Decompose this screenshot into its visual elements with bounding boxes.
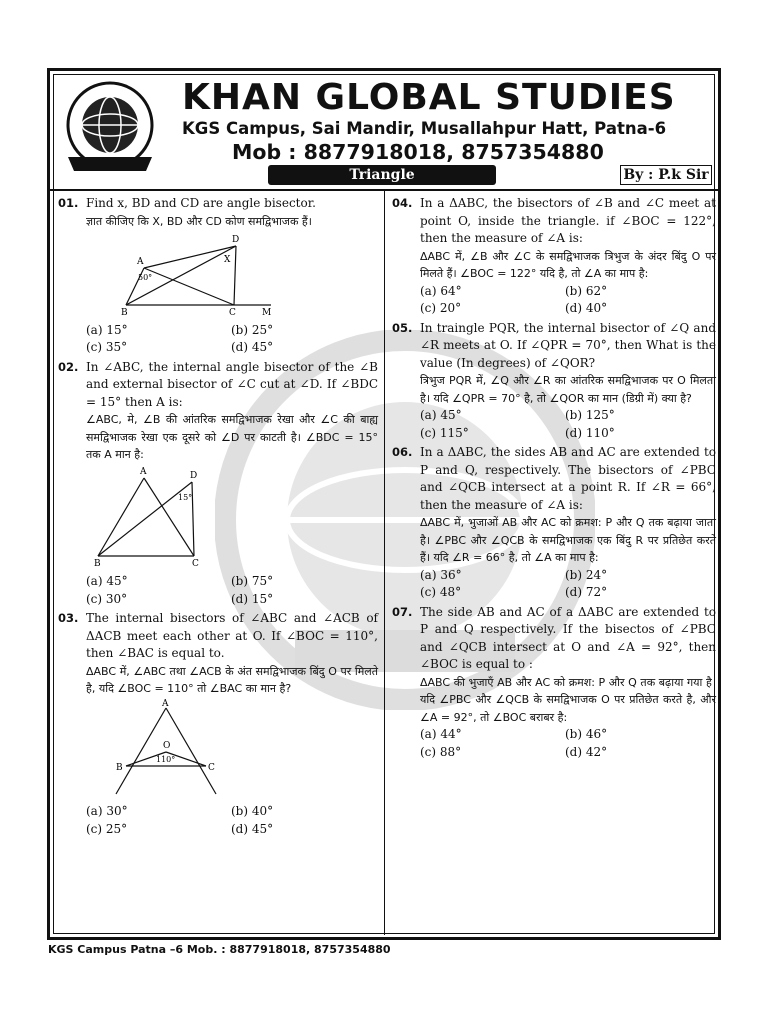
question-number: 06. (392, 445, 413, 459)
page-footer: KGS Campus Patna –6 Mob. : 8877918018, 8757354880 (48, 943, 391, 956)
topic-banner: Triangle (268, 165, 496, 185)
option-d: (d) 45° (231, 821, 274, 836)
options (86, 803, 378, 838)
header (50, 71, 718, 191)
question-text-hi: ΔABC की भुजाएँ AB और AC को क्रमश: P और Q तक बढ़ाया गया है। यदि ∠PBC और ∠QCB के समद्विभाजक O पर प्रतिछेत करते है, और ∠A = 92°, तो ∠BOC बराबर है: (420, 675, 716, 724)
question-text-en: The internal bisectors of ∠ABC and ∠ACB of ΔACB meet each other at O. If ∠BOC = 110°, then ∠BAC is equal to. (86, 611, 378, 660)
option-c: (c) 115° (420, 425, 469, 440)
option-b: (b) 25° (231, 322, 274, 337)
fig3-label-110: 110° (156, 754, 176, 764)
question-text-en: The side AB and AC of a ΔABC are extended to P and Q respectively. If the bisectos of ∠PBC and ∠QCB intersect at O and ∠A = 92°, then ∠BOC is equal to : (420, 604, 716, 671)
fig1-label-50: 50° (138, 273, 153, 282)
option-a: (a) 30° (86, 804, 128, 818)
question-01-figure (86, 230, 286, 316)
brand-title: KHAN GLOBAL STUDIES (182, 77, 676, 118)
option-d: (d) 72° (565, 585, 608, 599)
right-column (392, 195, 716, 763)
option-d: (d) 110° (565, 425, 615, 440)
fig3-label-c: C (208, 762, 215, 773)
option-c: (c) 25° (86, 821, 128, 836)
options (86, 322, 378, 357)
option-d: (d) 42° (565, 744, 608, 759)
fig1-label-b: B (121, 308, 128, 316)
fig3-label-a: A (162, 698, 169, 709)
option-b: (b) 75° (231, 574, 274, 588)
options (420, 283, 716, 318)
option-b: (b) 40° (231, 804, 274, 818)
question-04 (392, 195, 716, 318)
question-text-en: In ∠ABC, the internal angle bisector of the ∠B and external bisector of ∠C cut at ∠D. If ∠BDC = 15° then A is: (86, 359, 378, 409)
option-a: (a) 64° (420, 283, 462, 298)
question-text-hi: ज्ञात कीजिए कि X, BD और CD कोण समद्विभाजक हैं। (86, 214, 312, 228)
question-02 (58, 359, 378, 609)
option-a: (a) 36° (420, 567, 462, 582)
option-b: (b) 46° (565, 727, 608, 741)
question-06 (392, 444, 716, 602)
campus-address: KGS Campus, Sai Mandir, Musallahpur Hatt, Patna-6 (182, 119, 667, 138)
fig2-label-15: 15° (178, 492, 193, 502)
question-number: 01. (58, 196, 79, 210)
option-b: (b) 125° (565, 408, 615, 422)
question-number: 02. (58, 359, 79, 374)
fig2-label-a: A (140, 466, 147, 477)
option-a: (a) 44° (420, 727, 462, 741)
fig1-label-d: D (232, 235, 240, 245)
options (86, 573, 378, 608)
mobile-numbers: Mob : 8877918018, 8757354880 (232, 140, 604, 164)
question-text-hi: ΔABC में, ∠B और ∠C के समद्विभाजक त्रिभुज के अंदर बिंदु O पर मिलते हैं। ∠BOC = 122° यदि है, तो ∠A का माप है: (420, 249, 716, 280)
option-d: (d) 40° (565, 301, 608, 315)
question-07 (392, 604, 716, 762)
question-number: 07. (392, 604, 413, 619)
fig3-label-o: O (163, 740, 171, 751)
question-text-hi: ΔABC में, भुजाओं AB और AC को क्रमश: P और Q तक बढ़ाया जाता है। ∠PBC और ∠QCB के समद्विभाजक एक बिंदु R पर प्रतिछेत करते हैं। यदि ∠R = 66° है, तो ∠A का माप है: (420, 516, 716, 564)
fig1-label-m: M (262, 308, 272, 316)
fig2-label-d: D (190, 470, 198, 481)
options (420, 726, 716, 761)
question-text-en: In a ΔABC, the bisectors of ∠B and ∠C meet at point O, inside the triangle. if ∠BOC = 122°, then the measure of ∠A is: (420, 196, 716, 245)
option-d: (d) 45° (231, 340, 274, 354)
question-text-en: In a ΔABC, the sides AB and AC are extended to P and Q, respectively. The bisectors of ∠PBC and ∠QCB intersect at a point R. If ∠R = 66°, then the measure of ∠A is: (420, 445, 716, 512)
fig1-label-x: X (224, 255, 231, 265)
option-a: (a) 15° (86, 322, 128, 337)
option-a: (a) 45° (420, 408, 462, 422)
question-02-figure (86, 464, 286, 568)
page-frame (47, 68, 721, 940)
question-text-hi: त्रिभुज PQR में, ∠Q और ∠R का आंतरिक समद्विभाजक पर O मिलता है। यदि ∠QPR = 70° है, तो ∠QOR का मान (डिग्री में) क्या है? (420, 374, 716, 405)
options (420, 407, 716, 442)
khan-global-studies-logo (60, 79, 160, 179)
question-03-figure (86, 698, 286, 798)
option-c: (c) 88° (420, 744, 462, 759)
author-box: By : P.k Sir (620, 165, 712, 185)
option-c: (c) 20° (420, 301, 462, 315)
question-text-en: Find x, BD and CD are angle bisector. (86, 196, 316, 210)
question-number: 04. (392, 196, 413, 210)
question-text-en: In traingle PQR, the internal bisector of ∠Q and ∠R meets at O. If ∠QPR = 70°, then What is the value (In degrees) of ∠QOR? (420, 320, 716, 370)
fig3-label-b: B (116, 762, 123, 773)
left-column (58, 195, 378, 840)
question-05 (392, 320, 716, 443)
option-b: (b) 62° (565, 283, 608, 298)
option-c: (c) 48° (420, 585, 462, 599)
question-text-hi: ΔABC में, ∠ABC तथा ∠ACB के अंत समद्विभाजक बिंदु O पर मिलते है, यदि ∠BOC = 110° तो ∠BAC का मान है? (86, 664, 378, 695)
fig2-label-c: C (192, 558, 199, 568)
option-a: (a) 45° (86, 574, 128, 588)
question-01 (58, 195, 378, 357)
question-number: 05. (392, 320, 413, 335)
option-d: (d) 15° (231, 591, 274, 606)
option-b: (b) 24° (565, 567, 608, 582)
fig1-label-a: A (137, 257, 144, 267)
fig2-label-b: B (94, 558, 101, 568)
question-03 (58, 610, 378, 838)
option-c: (c) 30° (86, 591, 128, 606)
question-number: 03. (58, 611, 79, 625)
question-text-hi: ∠ABC, मे, ∠B की आंतरिक समद्विभाजक रेखा और ∠C की बाह्य समद्विभाजक रेखा एक दूसरे को ∠D पर काटती है। ∠BDC = 15° तक A मान है: (86, 413, 378, 461)
option-c: (c) 35° (86, 340, 128, 354)
column-divider (384, 191, 385, 935)
options (420, 567, 716, 602)
fig1-label-c: C (229, 308, 236, 316)
